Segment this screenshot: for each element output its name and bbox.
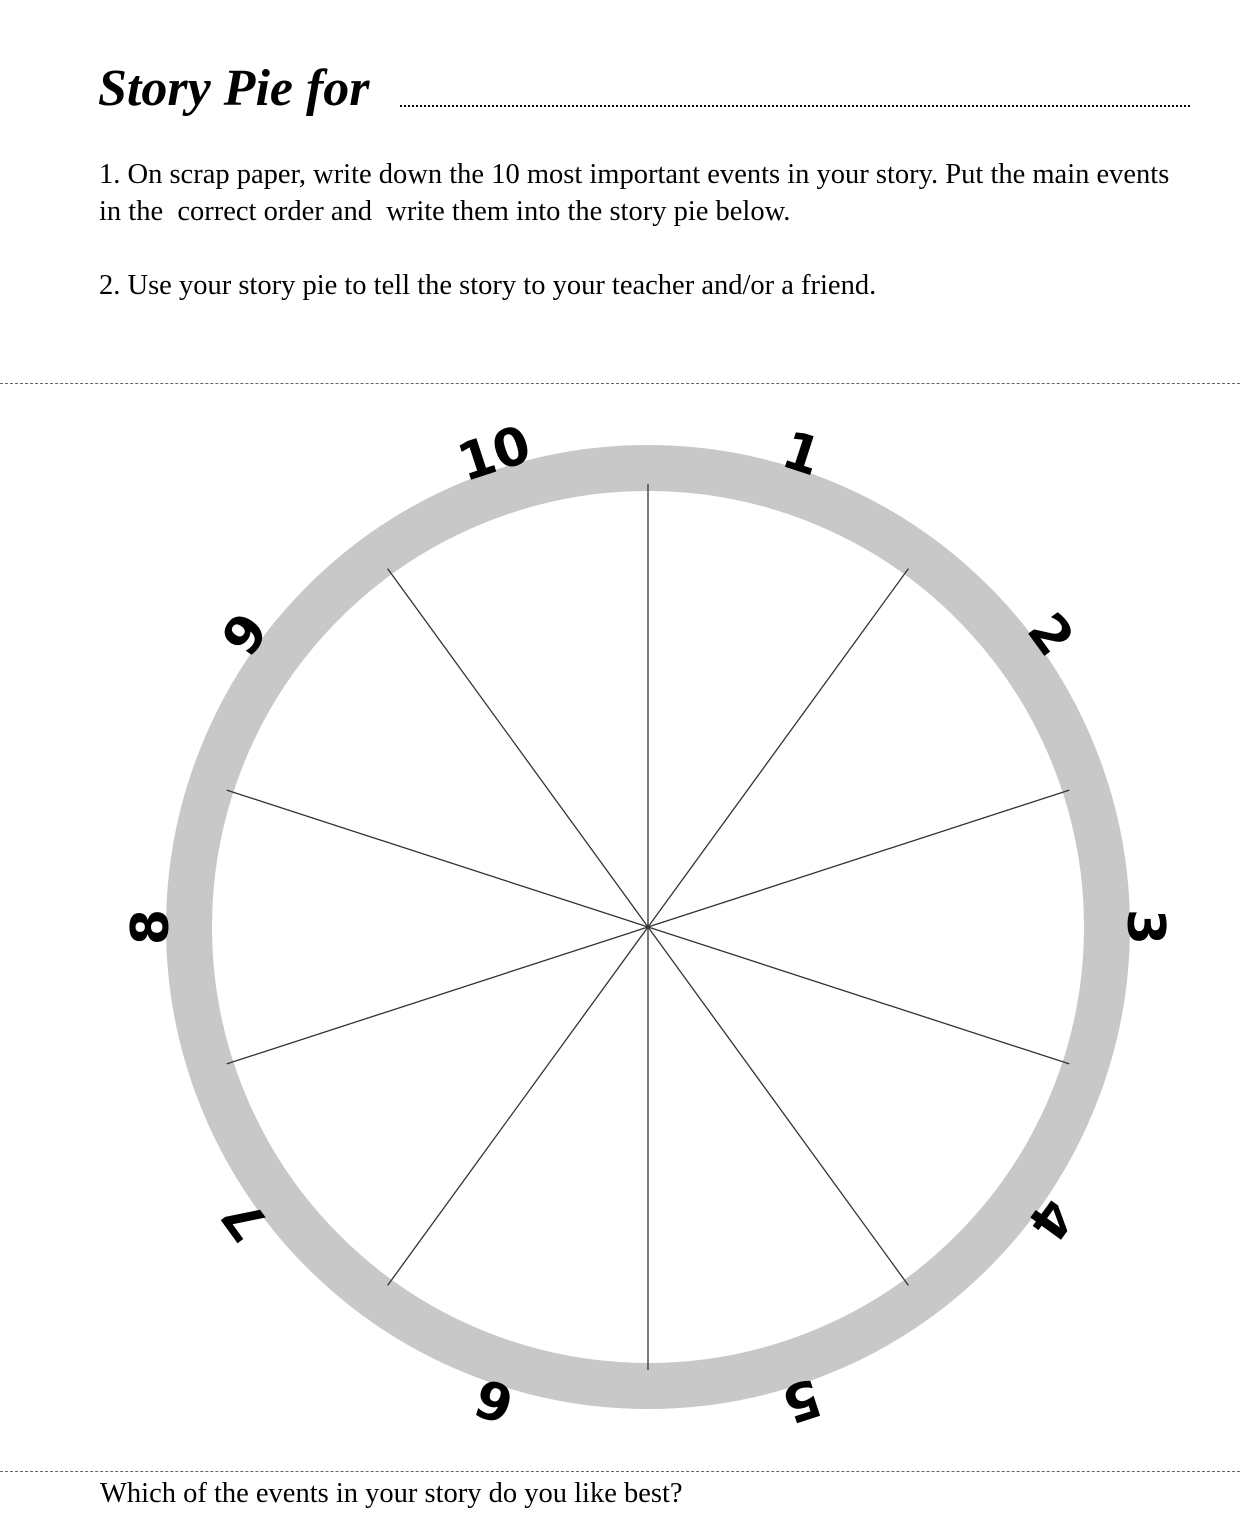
cut-line-bottom xyxy=(0,1471,1240,1472)
segment-label-1: 1 xyxy=(775,420,829,489)
pie-spoke xyxy=(227,790,648,927)
segment-label-5: 5 xyxy=(775,1365,829,1434)
instruction-1: 1. On scrap paper, write down the 10 most important events in your story. Put the main events in the correct order and write them into the story pie below. xyxy=(99,159,1177,227)
pie-spoke xyxy=(648,927,908,1285)
segment-label-9: 9 xyxy=(210,602,281,668)
segment-label-8: 8 xyxy=(121,908,181,946)
pie-spoke xyxy=(648,569,908,927)
pie-spokes xyxy=(227,484,1070,1370)
pie-spoke xyxy=(648,927,1069,1064)
pie-spoke xyxy=(388,927,648,1285)
pie-spoke xyxy=(388,569,648,927)
pie-spoke xyxy=(227,927,648,1064)
page-title: Story Pie for xyxy=(98,60,370,117)
segment-label-7: 7 xyxy=(210,1186,281,1252)
segment-label-2: 2 xyxy=(1015,602,1086,668)
segment-label-6: 6 xyxy=(467,1365,521,1434)
segment-label-3: 3 xyxy=(1115,908,1175,946)
pie-spoke xyxy=(648,790,1069,927)
instruction-2: 2. Use your story pie to tell the story to your teacher and/or a friend. xyxy=(99,270,877,301)
segment-label-4: 4 xyxy=(1015,1186,1086,1252)
segment-label-10: 10 xyxy=(450,414,539,495)
question-prompt: Which of the events in your story do you like best? xyxy=(100,1478,683,1509)
